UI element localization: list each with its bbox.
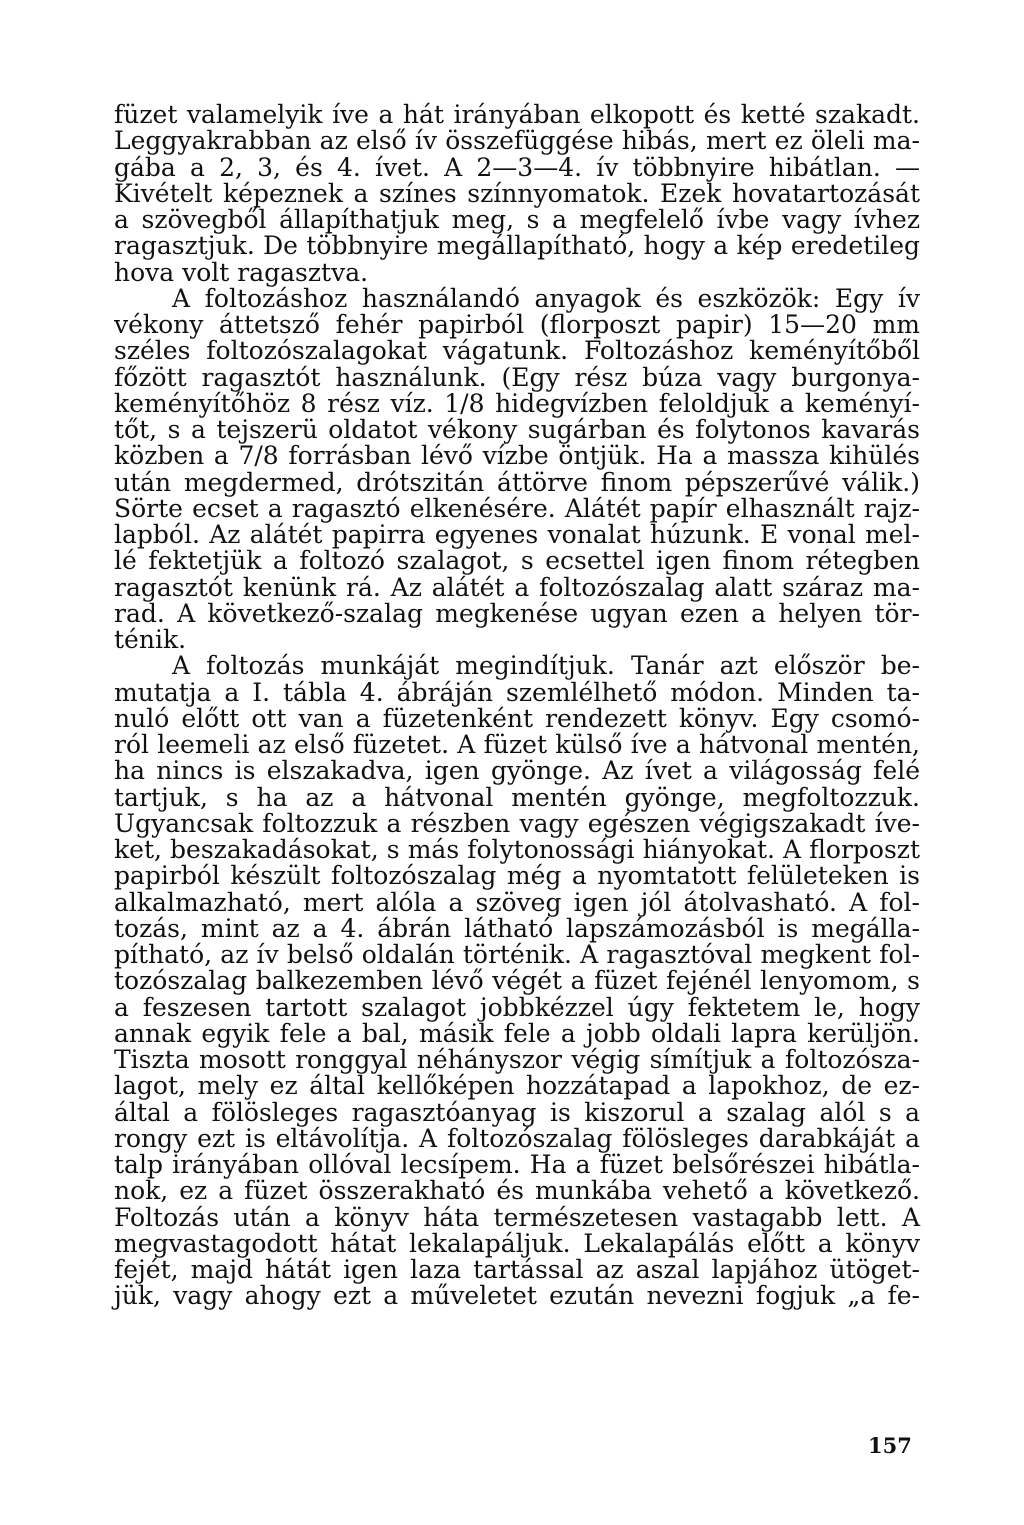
text-line: A foltozás munkáját megindítjuk. Tanár azt először be-	[172, 651, 920, 681]
text-line: ket, beszakadásokat, s más folytonossági hiányokat. A florposzt	[114, 835, 920, 864]
text-line: alkalmazható, mert alóla a szöveg igen jól átolvasható. A fol-	[114, 887, 920, 917]
text-line: vékony áttetsző fehér papirból (florposzt papir) 15—20 mm	[114, 310, 920, 339]
text-line: ha nincs is elszakadva, igen gyönge. Az ívet a világosság felé	[114, 756, 920, 786]
text-line: pítható, az ív belső oldalán történik. A ragasztóval megkent fol-	[114, 940, 920, 969]
page-number: 157	[868, 1433, 912, 1458]
text-line: megvastagodott hátat lekalapáljuk. Lekalapálás előtt a könyv	[114, 1228, 920, 1258]
text-line: rad. A következő-szalag megkenése ugyan ezen a helyen tör-	[114, 598, 920, 628]
text-line: hova volt ragasztva.	[114, 257, 369, 287]
text-line: tartjuk, s ha az a hátvonal mentén gyönge, megfoltozzuk.	[114, 782, 920, 812]
text-line: tőt, s a tejszerü oldatot vékony sugárban és folytonos kavarás	[114, 415, 920, 444]
text-line: ról leemeli az első füzetet. A füzet külső íve a hátvonal mentén,	[114, 730, 920, 759]
text-line: keményítőhöz 8 rész víz. 1/8 hidegvízben feloldjuk a keményí-	[114, 388, 920, 418]
text-line: jük, vagy ahogy ezt a műveletet ezután nevezni fogjuk „a fe-	[114, 1281, 920, 1311]
text-line: főzött ragasztót használunk. (Egy rész búza vagy burgonya-	[114, 362, 920, 392]
text-line: rongy ezt is eltávolítja. A foltozószalag fölösleges darabkáját a	[114, 1123, 920, 1153]
text-line: Kivételt képeznek a színes színnyomatok. Ezek hovatartozását	[114, 178, 920, 208]
text-line: tozószalag balkezemben lévő végét a füzet fejénél lenyomom, s	[114, 966, 920, 996]
text-line: gába a 2, 3, és 4. ívet. A 2—3—4. ív többnyire hibátlan. —	[114, 152, 920, 182]
text-line: a feszesen tartott szalagot jobbkézzel úgy fektetem le, hogy	[114, 992, 920, 1022]
text-line: Tiszta mosott ronggyal néhányszor végig símítjuk a foltozósza-	[114, 1045, 920, 1074]
body-text	[114, 102, 920, 1310]
text-line: nuló előtt ott van a füzetenként rendezett könyv. Egy csomó-	[114, 703, 920, 733]
text-line: ragasztjuk. De többnyire megállapítható, hogy a kép eredetileg	[114, 231, 920, 261]
text-line: füzet valamelyik íve a hát irányában elkopott és ketté szakadt.	[114, 100, 920, 129]
text-line: Leggyakrabban az első ív összefüggése hibás, mert ez öleli ma-	[114, 126, 920, 156]
text-line: nok, ez a füzet összerakható és munkába vehető a következő.	[114, 1176, 920, 1206]
text-line: ragasztót kenünk rá. Az alátét a foltozószalag alatt száraz ma-	[114, 572, 920, 602]
text-line: Foltozás után a könyv háta természetesen vastagabb lett. A	[114, 1202, 920, 1232]
text-line: széles foltozószalagokat vágatunk. Foltozáshoz keményítőből	[114, 336, 920, 366]
text-line: mutatja a I. tábla 4. ábráján szemlélhető módon. Minden ta-	[114, 677, 920, 707]
text-line: lapból. Az alátét papirra egyenes vonalat húzunk. E vonal mel-	[114, 520, 920, 549]
text-line: fejét, majd hátát igen laza tartással az aszal lapjához ütöget-	[114, 1255, 920, 1284]
text-line: Ugyancsak foltozzuk a részben vagy egészen végigszakadt íve-	[114, 808, 920, 838]
text-line: talp irányában ollóval lecsípem. Ha a füzet belsőrészei hibátla-	[114, 1150, 920, 1179]
text-line: közben a 7/8 forrásban lévő vízbe öntjük. Ha a massza kihülés	[114, 441, 920, 471]
text-line: a szövegből állapíthatjuk meg, s a megfelelő ívbe vagy ívhez	[114, 205, 920, 234]
text-line: Sörte ecset a ragasztó elkenésére. Alátét papír elhasznált rajz-	[114, 493, 920, 523]
text-line: lagot, mely ez által kellőképen hozzátapad a lapokhoz, de ez-	[114, 1071, 920, 1101]
text-line: lé fektetjük a foltozó szalagot, s ecsettel igen finom rétegben	[114, 546, 920, 576]
text-line: annak egyik fele a bal, másik fele a jobb oldali lapra kerüljön.	[114, 1018, 920, 1048]
text-line: papirból készült foltozószalag még a nyomtatott felületeken is	[114, 861, 920, 891]
text-line: tozás, mint az a 4. ábrán látható lapszámozásból is megálla-	[114, 913, 920, 943]
text-line: által a fölösleges ragasztóanyag is kiszorul a szalag alól s a	[114, 1097, 920, 1127]
text-line: ténik.	[114, 625, 187, 654]
text-line: után megdermed, drótszitán áttörve finom pépszerűvé válik.)	[114, 467, 920, 497]
text-line: A foltozáshoz használandó anyagok és eszközök: Egy ív	[172, 283, 920, 313]
